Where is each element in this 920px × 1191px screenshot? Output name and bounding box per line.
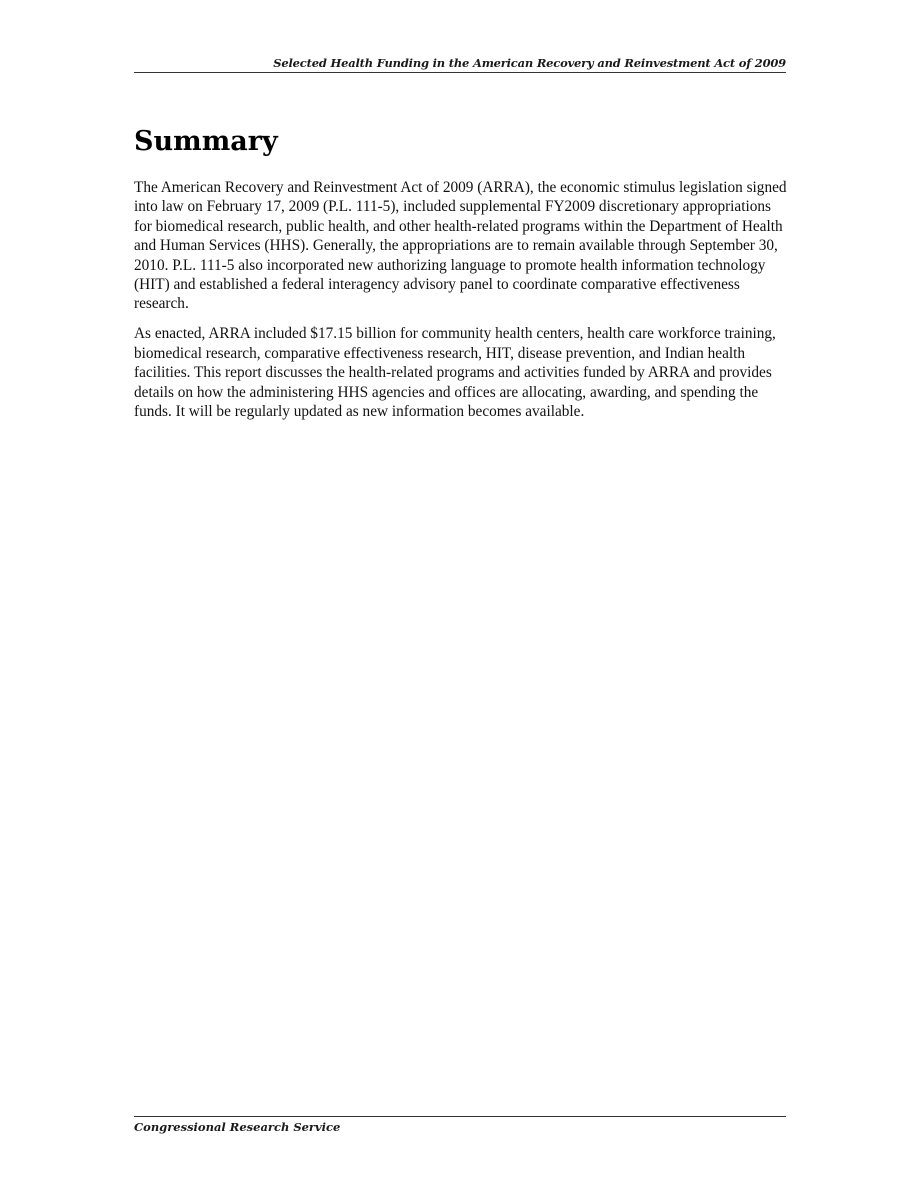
- footer-rule: [134, 1116, 786, 1117]
- header-rule: [134, 72, 786, 73]
- running-footer: Congressional Research Service: [134, 1120, 341, 1134]
- summary-body: [134, 178, 790, 432]
- summary-paragraph: The American Recovery and Reinvestment Act of 2009 (ARRA), the economic stimulus legislation signed into law on February 17, 2009 (P.L. 111-5), included supplemental FY2009 discretionary appropriations for biomedical research, public health, and other health-related programs within the Department of Health and Human Services (HHS). Generally, the appropriations are to remain available through September 30, 2010. P.L. 111-5 also incorporated new authorizing language to promote health information technology (HIT) and established a federal interagency advisory panel to coordinate comparative effectiveness research.: [134, 179, 787, 313]
- running-header: Selected Health Funding in the American Recovery and Reinvestment Act of 2009: [273, 56, 786, 70]
- summary-paragraph: As enacted, ARRA included $17.15 billion for community health centers, health care workforce training, biomedical research, comparative effectiveness research, HIT, disease prevention, and Indian health facilities. This report discusses the health-related programs and activities funded by ARRA and provides details on how the administering HHS agencies and offices are allocating, awarding, and spending the funds. It will be regularly updated as new information becomes available.: [134, 325, 776, 421]
- section-title: Summary: [134, 126, 278, 157]
